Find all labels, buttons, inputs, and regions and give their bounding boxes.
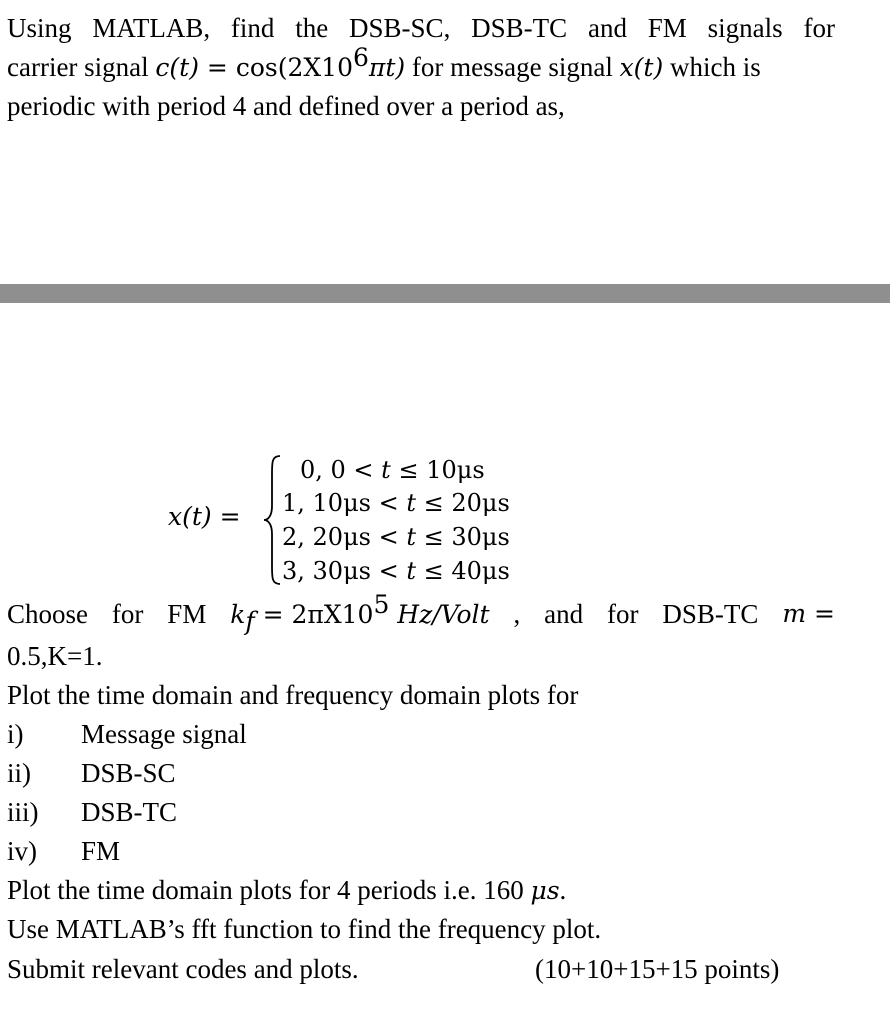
- lhs: x(t) =: [168, 502, 241, 531]
- word: for: [803, 13, 835, 43]
- list-label: DSB-SC: [81, 758, 176, 788]
- list-item: [7, 754, 176, 792]
- dot: .: [559, 875, 567, 905]
- case-cond: ≤ 20μs: [416, 489, 510, 517]
- list-item: [7, 715, 247, 753]
- case-var: t: [406, 523, 417, 551]
- carrier-eq: = cos(2X10: [198, 53, 353, 82]
- case-cond: ≤ 10μs: [390, 456, 485, 484]
- case-var: t: [406, 557, 417, 585]
- points-label: (10+10+15+15 points): [535, 954, 780, 984]
- word: for: [111, 599, 144, 629]
- word: the: [295, 13, 329, 43]
- list-number: i): [7, 719, 24, 749]
- choose-line-2: 0.5,K=1.: [7, 641, 103, 671]
- carrier-symbol: c(t): [155, 53, 199, 82]
- kf-sub: f: [245, 606, 255, 636]
- word: signals: [707, 13, 783, 43]
- submit-instruction: Submit relevant codes and plots.: [7, 954, 359, 984]
- case-value: 0, 0 <: [300, 456, 382, 484]
- list-label: DSB-TC: [81, 797, 178, 827]
- kf-eq: = 2πX10: [254, 600, 374, 629]
- case-value: 3, 30μs <: [282, 557, 407, 585]
- case-var: t: [406, 489, 417, 517]
- kf-unit: Hz/Volt: [389, 600, 490, 629]
- list-label: FM: [81, 836, 121, 866]
- word: FM: [647, 13, 687, 43]
- choose-line-1: [7, 590, 835, 636]
- case-row-1: [282, 488, 510, 518]
- word: FM: [167, 599, 207, 629]
- kf-expression: [230, 590, 490, 636]
- word: and: [587, 13, 627, 43]
- divider-bar: [0, 284, 890, 303]
- question-line-1: [7, 9, 835, 47]
- question-line-3: periodic with period 4 and defined over a period as,: [7, 91, 565, 121]
- case-value: 2, 20μs <: [282, 523, 407, 551]
- text: carrier signal: [7, 52, 156, 82]
- case-row-3: [282, 556, 510, 586]
- kf-symbol: k: [230, 600, 246, 629]
- carrier-pi: πt): [368, 53, 406, 82]
- word: DSB-TC: [471, 13, 568, 43]
- list-number: ii): [7, 758, 31, 788]
- text: Plot the time domain plots for 4 periods i.e. 160: [7, 875, 531, 905]
- question-line-2: [7, 43, 761, 87]
- word: MATLAB,: [92, 13, 211, 43]
- list-label: Message signal: [81, 719, 247, 749]
- word: find: [230, 13, 275, 43]
- case-value: 1, 10μs <: [282, 489, 407, 517]
- word: Choose: [7, 599, 88, 629]
- plot-instruction: Plot the time domain and frequency domain plots for: [7, 680, 579, 710]
- periods-instruction: [7, 871, 566, 910]
- comma: ,: [513, 599, 521, 629]
- text: which is: [663, 52, 761, 82]
- piecewise-lhs: [168, 502, 241, 531]
- case-row-2: [282, 522, 510, 552]
- fft-instruction: Use MATLAB’s fft function to find the frequency plot.: [7, 914, 602, 944]
- message-symbol: x(t): [619, 53, 664, 82]
- word: for: [607, 599, 639, 629]
- list-number: iv): [7, 836, 37, 866]
- unit: μs: [530, 876, 560, 905]
- case-var: t: [381, 456, 391, 484]
- carrier-exp: 6: [352, 43, 369, 72]
- left-brace-icon: [262, 454, 282, 586]
- word: Using: [7, 13, 72, 43]
- list-item: [7, 832, 120, 870]
- list-item: [7, 793, 177, 831]
- list-number: iii): [7, 797, 39, 827]
- m-symbol: m =: [782, 599, 835, 628]
- case-row-0: [300, 455, 485, 485]
- word: DSB-SC,: [349, 13, 451, 43]
- kf-exp: 5: [373, 590, 390, 619]
- text: for message signal: [405, 52, 620, 82]
- case-cond: ≤ 30μs: [416, 523, 510, 551]
- word: and: [544, 599, 584, 629]
- word: DSB-TC: [662, 599, 759, 629]
- case-cond: ≤ 40μs: [416, 557, 510, 585]
